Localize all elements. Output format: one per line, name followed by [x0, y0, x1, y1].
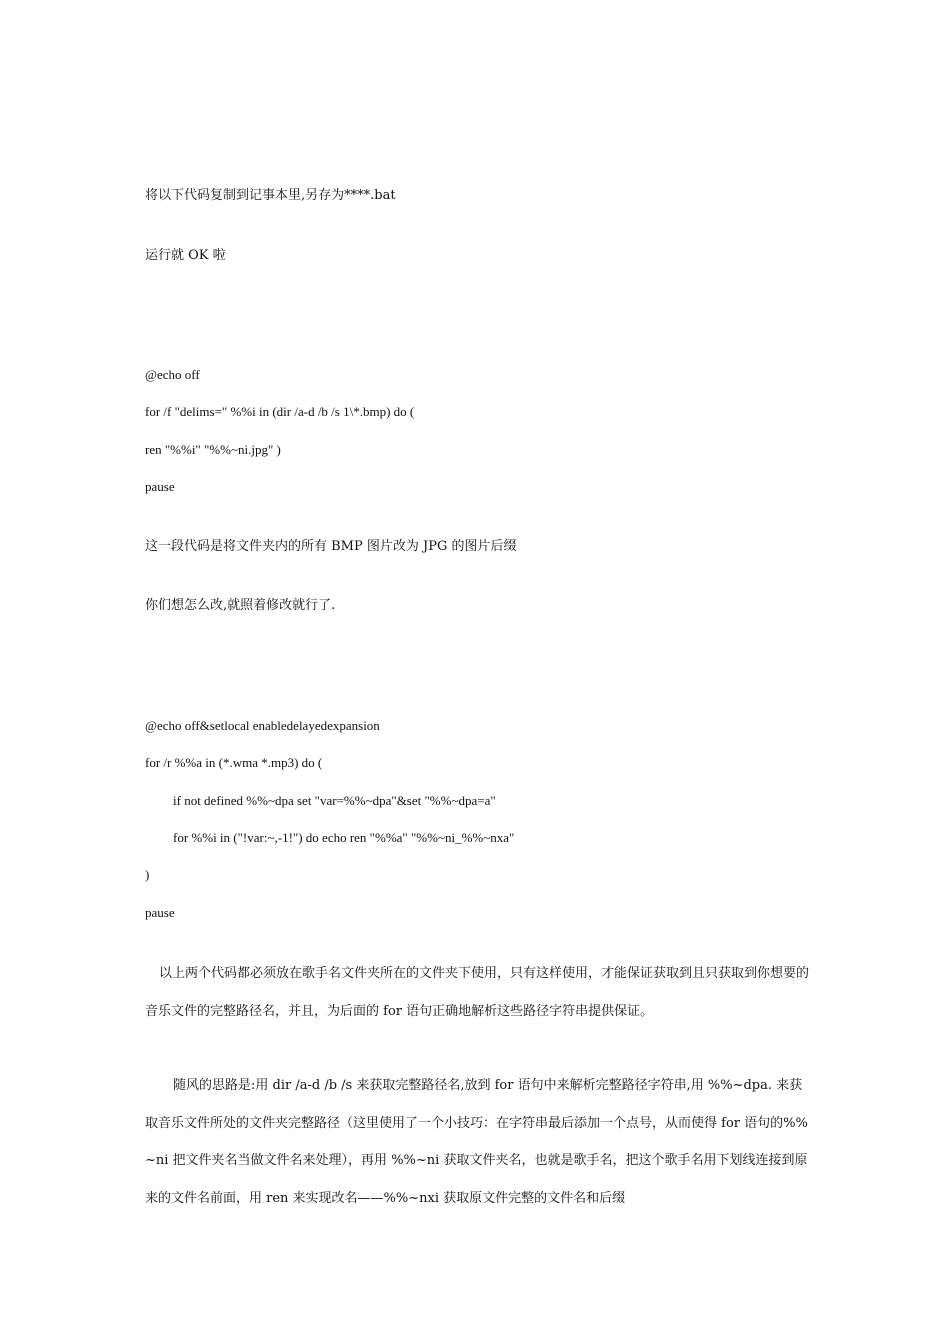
code2-line-1: @echo off&setlocal enabledelayedexpansion	[145, 718, 380, 733]
paragraph-2: 随风的思路是:用 dir /a-d /b /s 来获取完整路径名,放到 for 语句中来解析完整路径字符串,用 %%~dpa. 来获取音乐文件所处的文件夹完整路径（这里使用了一个小技巧：在字符串最后添加一个点号，从而使得 for 语句的%%~ni 把文件夹名当做文件名来处理），再用 %%~ni 获取文件夹名，也就是歌手名，把这个歌手名用下划线连接到原来的文件名前面，用 ren 来实现改名——%%~nxi 获取原文件完整的文件名和后缀	[145, 1078, 808, 1206]
code2-line-6: pause	[145, 905, 175, 920]
code2-line-4: for %%i in ("!var:~,-1!") do echo ren "%%a" "%%~ni_%%~nxa"	[173, 830, 515, 845]
code1-line-3: ren "%%i" "%%~ni.jpg" )	[145, 442, 281, 457]
explain1-line-1: 这一段代码是将文件夹内的所有 BMP 图片改为 JPG 的图片后缀	[145, 539, 517, 554]
explain1-line-2: 你们想怎么改,就照着修改就行了.	[145, 598, 336, 613]
code1-line-1: @echo off	[145, 367, 200, 382]
intro-line-2: 运行就 OK 啦	[145, 248, 226, 263]
code2-line-3: if not defined %%~dpa set "var=%%~dpa"&set "%%~dpa=a"	[173, 793, 496, 808]
paragraph-1: 以上两个代码都必须放在歌手名文件夹所在的文件夹下使用，只有这样使用，才能保证获取到且只获取到你想要的音乐文件的完整路径名，并且，为后面的 for 语句正确地解析这些路径字符串提供保证。	[145, 966, 810, 1019]
intro-line-1: 将以下代码复制到记事本里,另存为****.bat	[145, 188, 396, 203]
code2-line-5: )	[145, 867, 150, 882]
code1-line-4: pause	[145, 479, 175, 494]
code1-line-2: for /f "delims=" %%i in (dir /a-d /b /s 1\*.bmp) do (	[145, 404, 415, 419]
code2-line-2: for /r %%a in (*.wma *.mp3) do (	[145, 755, 323, 770]
